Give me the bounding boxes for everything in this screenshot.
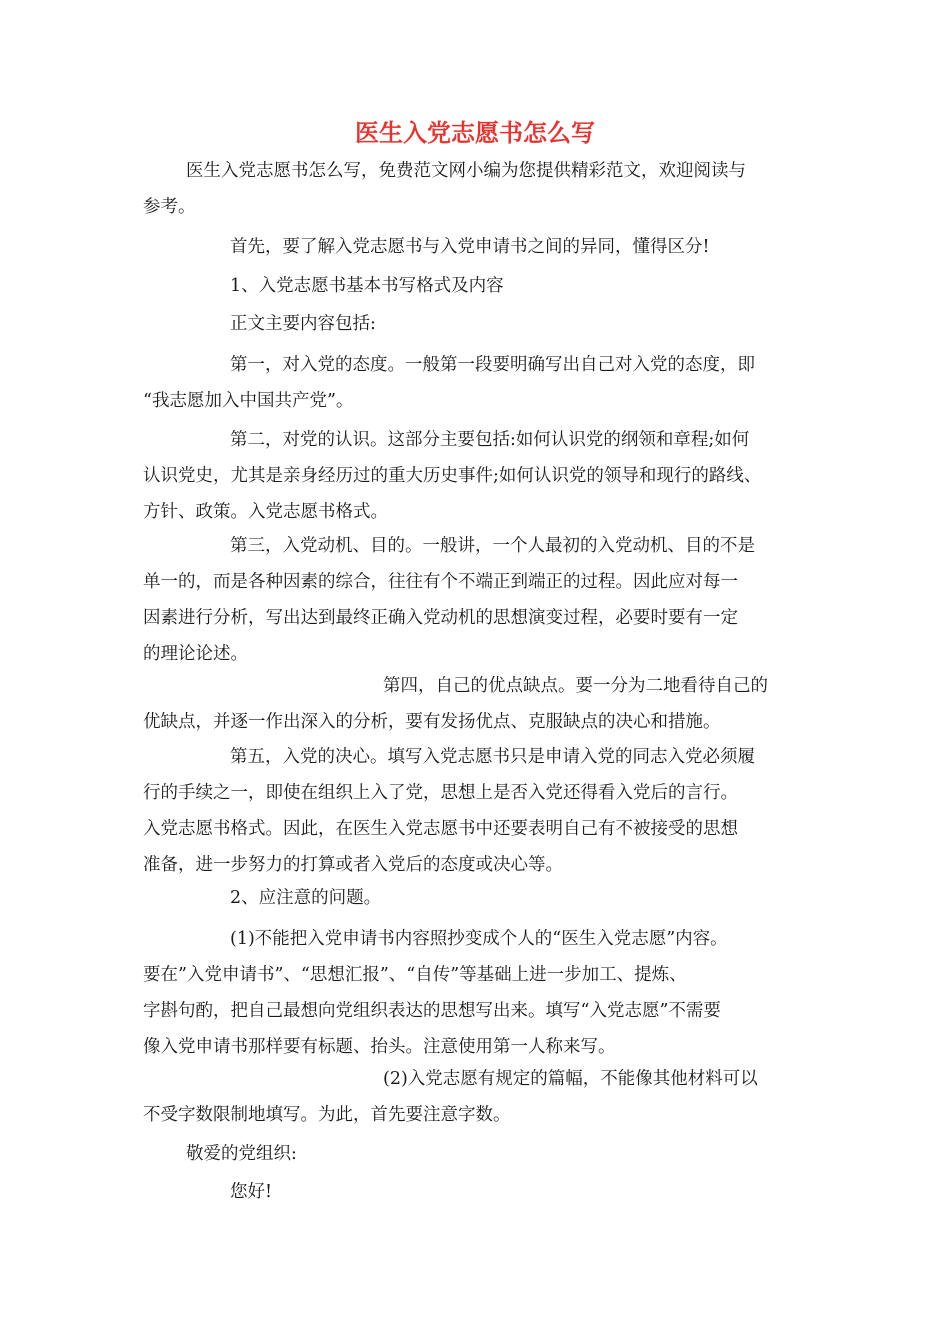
- text-line: 行的手续之一，即使在组织上入了党，思想上是否入党还得看入党后的言行。: [143, 783, 738, 803]
- text-line: 优缺点，并逐一作出深入的分析，要有发扬优点、克服缺点的决心和措施。: [143, 712, 721, 732]
- paragraph-fourth: [143, 668, 813, 740]
- text-line: 字斟句酌，把自己最想向党组织表达的思想写出来。填写“入党志愿”不需要: [143, 1001, 721, 1021]
- text-line: 的理论论述。: [143, 644, 248, 664]
- text-line: 2、应注意的问题。: [230, 888, 382, 908]
- paragraph-fifth: [143, 739, 813, 883]
- text-line: 不受字数限制地填写。为此，首先要注意字数。: [143, 1105, 511, 1125]
- paragraph-main-content: [143, 306, 813, 342]
- text-line: 认识党史，尤其是亲身经历过的重大历史事件;如何认识党的领导和现行的路线、: [143, 466, 762, 486]
- text-line: 入党志愿书格式。因此，在医生入党志愿书中还要表明自己有不被接受的思想: [143, 819, 738, 839]
- section-heading-notes: [143, 880, 813, 916]
- text-line: 敬爱的党组织:: [186, 1144, 297, 1164]
- text-line: 第一，对入党的态度。一般第一段要明确写出自己对入党的态度，即: [230, 355, 755, 375]
- text-line: 第二，对党的认识。这部分主要包括:如何认识党的纲领和章程;如何: [230, 430, 750, 450]
- text-line: 第三，入党动机、目的。一般讲，一个人最初的入党动机、目的不是: [230, 536, 755, 556]
- paragraph-distinction: [143, 229, 813, 265]
- text-line: 参考。: [143, 197, 196, 217]
- paragraph-second: [143, 422, 813, 530]
- text-line: “我志愿加入中国共产党”。: [143, 391, 354, 411]
- document-title: 医生入党志愿书怎么写: [355, 119, 595, 147]
- text-line: 医生入党志愿书怎么写，免费范文网小编为您提供精彩范文，欢迎阅读与: [186, 161, 746, 181]
- paragraph-intro: [143, 153, 813, 225]
- text-line: (2)入党志愿有规定的篇幅，不能像其他材料可以: [383, 1069, 758, 1089]
- text-line: 正文主要内容包括:: [230, 314, 376, 334]
- section-heading-format: [143, 268, 813, 304]
- salutation: [143, 1136, 813, 1172]
- text-line: 1、入党志愿书基本书写格式及内容: [230, 276, 504, 296]
- text-line: (1)不能把入党申请书内容照抄变成个人的“医生入党志愿”内容。: [230, 929, 728, 949]
- text-line: 准备，进一步努力的打算或者入党后的态度或决心等。: [143, 855, 563, 875]
- paragraph-third: [143, 528, 813, 672]
- text-line: 第四，自己的优点缺点。要一分为二地看待自己的: [383, 676, 768, 696]
- text-line: 第五，入党的决心。填写入党志愿书只是申请入党的同志入党必须履: [230, 747, 755, 767]
- greeting: [143, 1174, 813, 1210]
- paragraph-note-1: [143, 921, 813, 1065]
- text-line: 首先，要了解入党志愿书与入党申请书之间的异同，懂得区分!: [230, 237, 710, 257]
- paragraph-note-2: [143, 1061, 813, 1133]
- text-line: 单一的，而是各种因素的综合，往往有个不端正到端正的过程。因此应对每一: [143, 572, 738, 592]
- text-line: 您好!: [230, 1182, 273, 1202]
- text-line: 像入党申请书那样要有标题、抬头。注意使用第一人称来写。: [143, 1037, 616, 1057]
- paragraph-first: [143, 347, 813, 419]
- text-line: 要在”入党申请书”、“思想汇报”、“自传”等基础上进一步加工、提炼、: [143, 965, 687, 985]
- text-line: 方针、政策。入党志愿书格式。: [143, 502, 388, 522]
- text-line: 因素进行分析，写出达到最终正确入党动机的思想演变过程，必要时要有一定: [143, 608, 738, 628]
